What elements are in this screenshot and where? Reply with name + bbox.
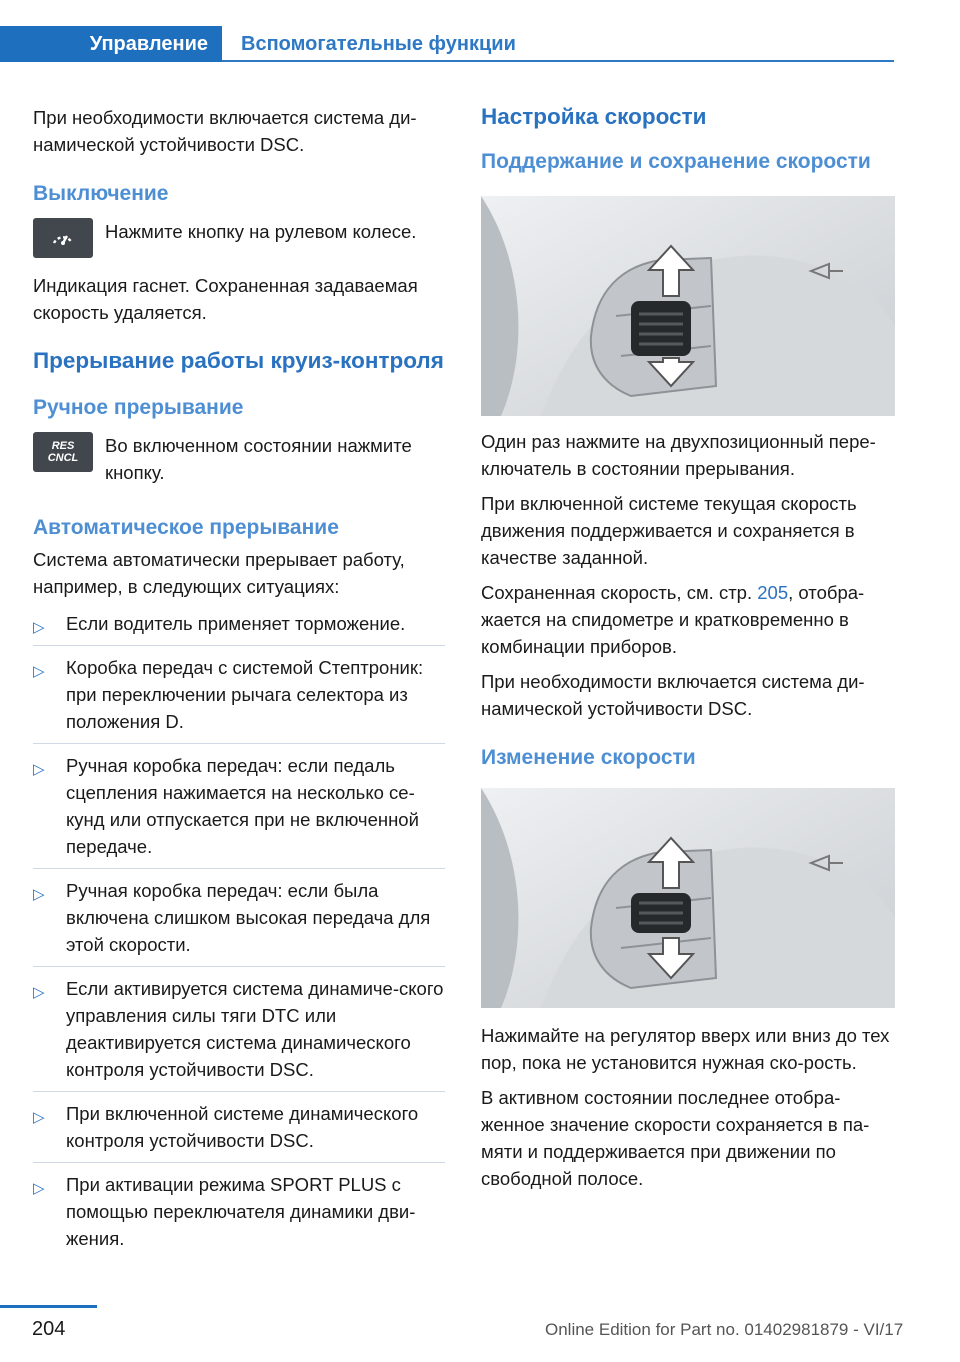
list-item: ▷ Коробка передач с системой Стептроник: при переключении рычага селектора из положения D. (33, 645, 445, 735)
triangle-bullet-icon: ▷ (33, 619, 45, 636)
triangle-bullet-icon: ▷ (33, 984, 45, 1001)
triangle-bullet-icon: ▷ (33, 1109, 45, 1126)
steering-switch-image-2 (481, 788, 895, 1008)
left-column (33, 100, 445, 1252)
list-item: ▷ При включенной системе динамического контроля устойчивости DSC. (33, 1091, 445, 1154)
tab-auxiliary-functions[interactable]: Вспомогательные функции (241, 33, 516, 55)
list-item: ▷ Если активируется система динамиче-ского управления силы тяги DTC или деактивируется система динамического контроля устойчивости DSC. (33, 966, 445, 1083)
triangle-bullet-icon: ▷ (33, 886, 45, 903)
steering-switch-image (481, 196, 895, 416)
res-icon-line1: RES (51, 440, 75, 452)
top-navigation (0, 0, 960, 62)
intro-text: При необходимости включается система ди-намической устойчивости DSC. (33, 107, 417, 155)
heading-off: Выключение (33, 182, 169, 205)
manual-text: Во включенном состоянии нажмите кнопку. (105, 435, 412, 483)
edition-note: Online Edition for Part no. 01402981879 - VI/17 (545, 1320, 904, 1339)
p3: Сохраненная скорость, см. стр. 205, отобра-жается на спидометре и кратковременно в комбинации приборов. (481, 582, 865, 657)
p2: При включенной системе текущая скорость движения поддерживается и сохраняется в качестве заданной. (481, 493, 857, 568)
tab-control[interactable]: Управление (0, 26, 222, 62)
list-item: ▷ Если водитель применяет торможение. (33, 610, 445, 637)
auto-text: Система автоматически прерывает работу, например, в следующих ситуациях: (33, 549, 405, 597)
page-link[interactable]: 205 (757, 582, 789, 603)
heading-manual: Ручное прерывание (33, 396, 244, 419)
page-number: 204 (32, 1318, 66, 1340)
heading-auto: Автоматическое прерывание (33, 516, 339, 539)
heading-hold-speed: Поддержание и сохранение скорости (481, 150, 871, 173)
manual-instruction (33, 432, 445, 486)
header-rule (222, 60, 894, 62)
p1: Один раз нажмите на двухпозиционный пере-ключатель в состоянии прерывания. (481, 431, 876, 479)
triangle-bullet-icon: ▷ (33, 761, 45, 778)
triangle-bullet-icon: ▷ (33, 663, 45, 680)
heading-speed-setting: Настройка скорости (481, 104, 707, 129)
p4: При необходимости включается система ди-намической устойчивости DSC. (481, 671, 865, 719)
res-cncl-icon (33, 432, 93, 472)
heading-interrupt: Прерывание работы круиз-контроля (33, 348, 444, 373)
auto-interrupt-list (33, 610, 445, 1252)
list-item: ▷ Ручная коробка передач: если педаль сцепления нажимается на несколько се-кунд или отпускается при не включенной передаче. (33, 743, 445, 860)
off-instruction (33, 218, 445, 258)
list-item: ▷ Ручная коробка передач: если была включена слишком высокая передача для этой скорости. (33, 868, 445, 958)
footer-rule (0, 1305, 97, 1308)
p6: В активном состоянии последнее отобра-женное значение скорости сохраняется в па-мяти и поддерживается при движении по свободной полосе. (481, 1087, 870, 1189)
list-item: ▷ При активации режима SPORT PLUS с помощью переключателя динамики дви-жения. (33, 1162, 445, 1252)
cruise-off-icon (33, 218, 93, 258)
res-icon-line2: CNCL (47, 452, 79, 464)
p5: Нажимайте на регулятор вверх или вниз до тех пор, пока не установится нужная ско-рость. (481, 1025, 890, 1073)
off-text: Нажмите кнопку на рулевом колесе. (105, 221, 417, 242)
off-note: Индикация гаснет. Сохраненная задаваемая скорость удаляется. (33, 275, 418, 323)
heading-change-speed: Изменение скорости (481, 746, 696, 769)
triangle-bullet-icon: ▷ (33, 1180, 45, 1197)
right-column (481, 100, 895, 1192)
